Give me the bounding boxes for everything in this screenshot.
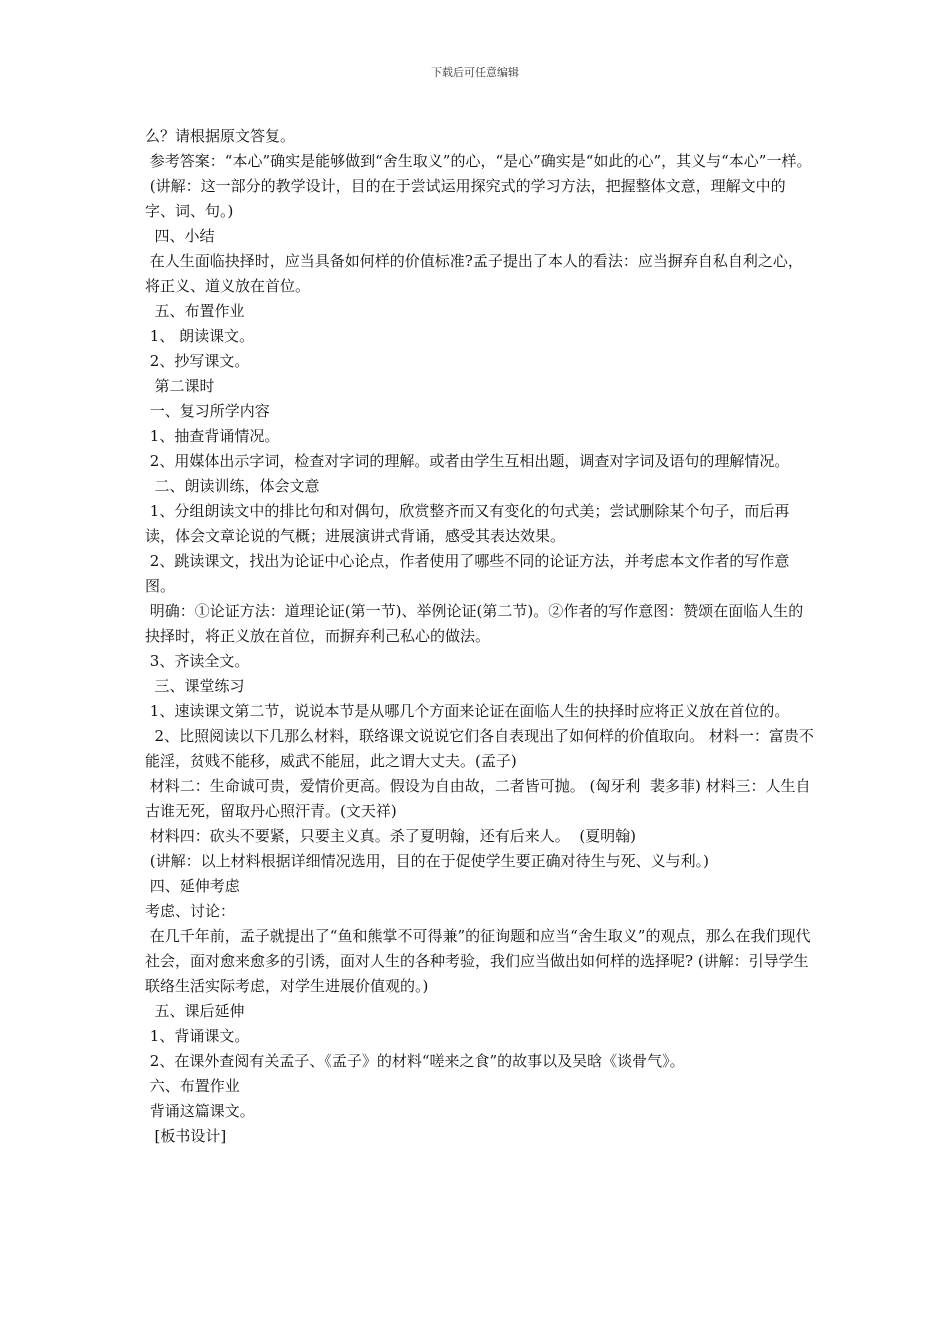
board-design-heading: [板书设计] — [145, 1127, 227, 1145]
document-body — [145, 124, 815, 1149]
section-heading: 五、课后延伸 — [145, 1002, 245, 1020]
list-item: 1、速读课文第二节，说说本节是从哪几个方面来论证在面临人生的抉择时应将正义放在首位的。 — [145, 702, 790, 720]
paragraph: 明确：①论证方法：道理论证(第一节)、举例论证(第二节)。②作者的写作意图：赞颂在面临人生的抉择时，将正义放在首位，而摒弃利己私心的做法。 — [145, 602, 804, 645]
list-item: 1、抽查背诵情况。 — [145, 427, 280, 445]
list-item: 3、齐读全文。 — [145, 652, 250, 670]
paragraph: 背诵这篇课文。 — [145, 1102, 255, 1120]
list-item: 2、在课外查阅有关孟子、《孟子》的材料“嗟来之食”的故事以及吴晗《谈骨气》。 — [145, 1052, 685, 1070]
paragraph: 么？请根据原文答复。 — [145, 127, 296, 145]
section-heading: 二、朗读训练，体会文意 — [145, 477, 320, 495]
paragraph: (讲解：以上材料根据详细情况选用，目的在于促使学生要正确对待生与死、义与利。) — [145, 852, 709, 870]
section-heading: 四、小结 — [145, 227, 215, 245]
lesson-heading: 第二课时 — [145, 377, 215, 395]
list-item: 1、分组朗读文中的排比句和对偶句，欣赏整齐而又有变化的句式美；尝试删除某个句子，而后再读，体会文章论说的气概；进展演讲式背诵，感受其表达效果。 — [145, 502, 790, 545]
paragraph: 材料二：生命诚可贵，爱情价更高。假设为自由故，二者皆可抛。 (匈牙利 裴多菲) 材料三：人生自古谁无死，留取丹心照汗青。(文天祥) — [145, 777, 811, 820]
paragraph: 在几千年前，孟子就提出了“鱼和熊掌不可得兼”的征询题和应当“舍生取义”的观点，那么在我们现代社会，面对愈来愈多的引诱，面对人生的各种考验，我们应当做出如何样的选择呢? (讲解：引导学生联络生活实际考虑，对学生进展价值观的。) — [145, 927, 811, 995]
list-item: 2、抄写课文。 — [145, 352, 250, 370]
page-header: 下载后可任意编辑 — [431, 66, 519, 79]
section-heading: 四、延伸考虑 — [145, 877, 240, 895]
section-heading: 六、布置作业 — [145, 1077, 240, 1095]
reference-answer: 参考答案：“本心”确实是能够做到“舍生取义”的心，“是心”确实是“如此的心”，其义与“本心”一样。 — [145, 152, 812, 170]
paragraph: 在人生面临抉择时，应当具备如何样的价值标准?孟子提出了本人的看法：应当摒弃自私自利之心，将正义、道义放在首位。 — [145, 252, 803, 295]
paragraph: 考虑、讨论： — [145, 902, 236, 920]
section-heading: 五、布置作业 — [145, 302, 245, 320]
section-heading: 三、课堂练习 — [145, 677, 245, 695]
list-item: 2、跳读课文，找出为论证中心论点，作者使用了哪些不同的论证方法，并考虑本文作者的写作意图。 — [145, 552, 790, 595]
list-item: 1、 朗读课文。 — [145, 327, 255, 345]
paragraph: (讲解：这一部分的教学设计，目的在于尝试运用探究式的学习方法，把握整体文意，理解文中的字、词、句。) — [145, 177, 786, 220]
list-item: 2、用媒体出示字词，检查对字词的理解。或者由学生互相出题，调查对字词及语句的理解情况。 — [145, 452, 790, 470]
paragraph: 材料四：砍头不要紧，只要主义真。杀了夏明翰，还有后来人。 (夏明翰) — [145, 827, 637, 845]
list-item: 2、比照阅读以下几那么材料，联络课文说说它们各自表现出了如何样的价值取向。 材料一：富贵不能淫，贫贱不能移，威武不能屈，此之谓大丈夫。(孟子) — [145, 727, 814, 770]
list-item: 1、背诵课文。 — [145, 1027, 250, 1045]
section-heading: 一、复习所学内容 — [145, 402, 270, 420]
